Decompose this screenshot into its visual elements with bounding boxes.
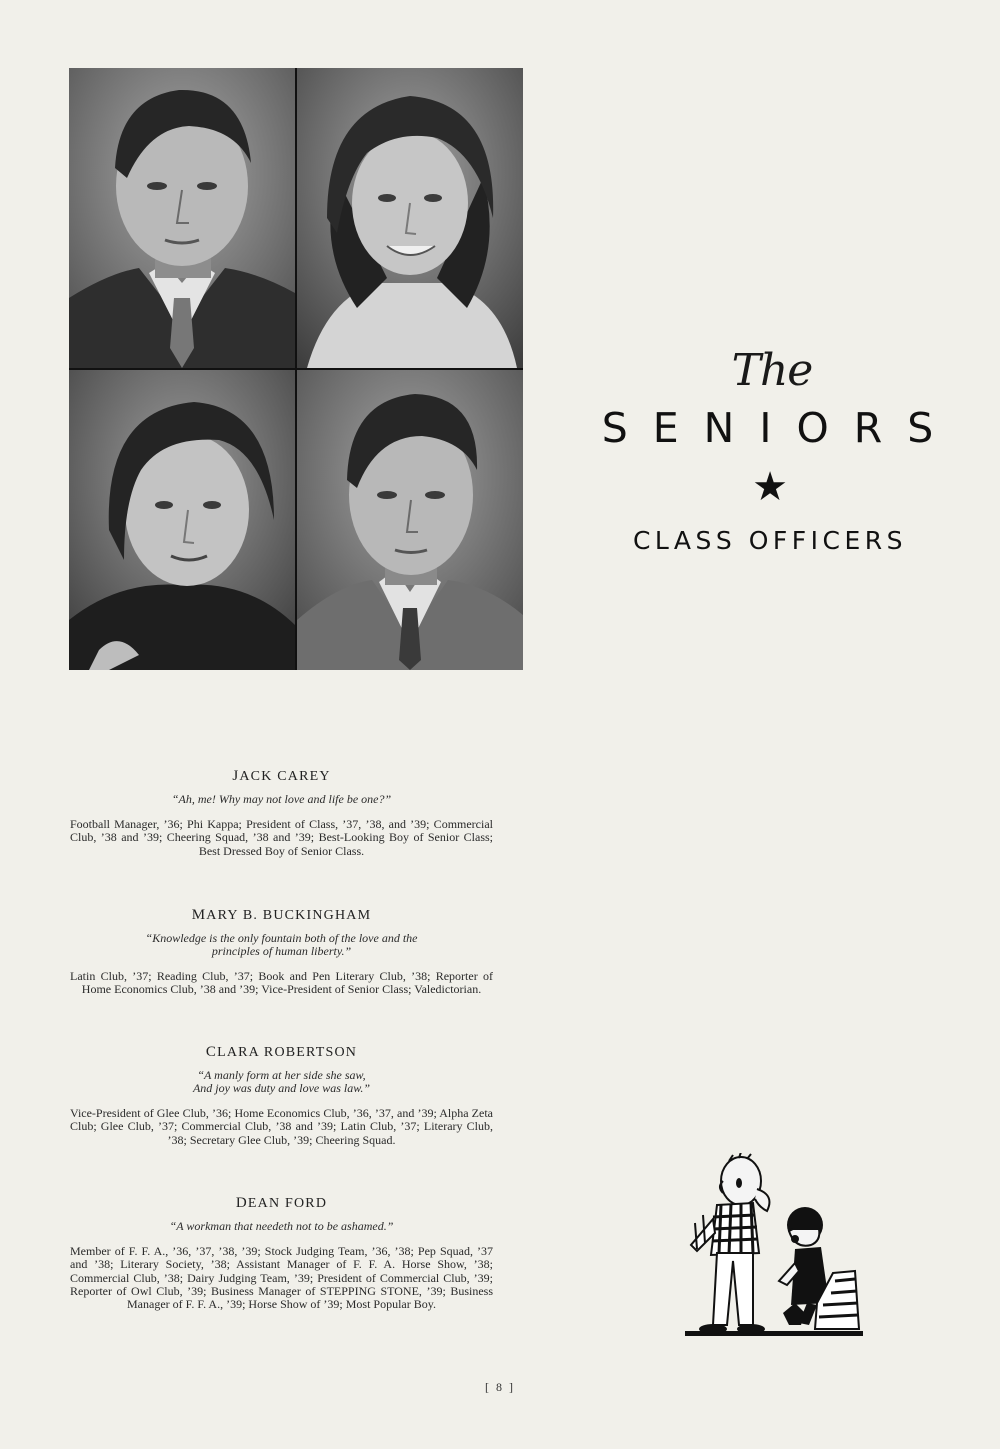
bio-quote: “Knowledge is the only fountain both of the love and the principles of human liberty.”: [145, 931, 418, 958]
bio-name: MARY B. BUCKINGHAM: [191, 907, 372, 923]
bio-name: JACK CAREY: [232, 768, 331, 784]
bio-quote: “A manly form at her side she saw, And joy was duty and love was law.”: [192, 1068, 371, 1095]
bio-quote: “A workman that needeth not to be ashamed.”: [169, 1219, 394, 1233]
portrait-clara-robertson: [69, 370, 295, 670]
heading-seniors: SENIORS: [601, 404, 959, 452]
cartoon-illustration: [683, 1153, 865, 1339]
bio-details: Vice-President of Glee Club, ’36; Home Economics Club, ’36, ’37, and ’39; Alpha Zeta Club; Glee Club, ’37; Commercial Club, ’38 and ’39; Latin Club, ’37; Literary Club, ’38; Secretary Glee Club, ’39; Cheering Squad.: [70, 1106, 493, 1147]
bio-quote: “Ah, me! Why may not love and life be one?”: [171, 792, 392, 806]
portrait-mary-buckingham: [297, 68, 523, 368]
heading-the: The: [731, 345, 813, 396]
bio-dean-ford: [70, 1195, 493, 1311]
bio-name: DEAN FORD: [235, 1195, 328, 1211]
bio-mary-buckingham: [70, 907, 493, 997]
heading-class-officers: CLASS OFFICERS: [632, 526, 908, 555]
bio-clara-robertson: [70, 1044, 493, 1147]
portrait-grid: [69, 68, 523, 670]
portrait-dean-ford: [297, 370, 523, 670]
page-number: [ 8 ]: [485, 1380, 515, 1394]
bio-jack-carey: [70, 768, 493, 858]
portrait-jack-carey: [69, 68, 295, 368]
bio-details: Latin Club, ’37; Reading Club, ’37; Book and Pen Literary Club, ’38; Reporter of Home Economics Club, ’38 and ’39; Vice-President of Senior Class; Valedictorian.: [70, 969, 493, 997]
bio-details: Member of F. F. A., ’36, ’37, ’38, ’39; Stock Judging Team, ’36, ’38; Pep Squad, ’37 and ’38; Literary Society, ’38; Assistant Manager of F. F. A. Horse Show, ’38; Commercial Club, ’38; Dairy Judging Team, ’39; President of Commercial Club, ’39; Reporter of Owl Club, ’39; Business Manager of STEPPING STONE, ’39; Business Manager of F. F. A., ’39; Horse Show of ’39; Most Popular Boy.: [70, 1244, 493, 1312]
section-heading: [560, 345, 980, 555]
bio-name: CLARA ROBERTSON: [205, 1044, 358, 1060]
star-icon: ★: [752, 464, 788, 510]
bio-details: Football Manager, ’36; Phi Kappa; President of Class, ’37, ’38, and ’39; Commercial Club, ’38 and ’39; Cheering Squad, ’38 and ’39; Best-Looking Boy of Senior Class; Best Dressed Boy of Senior Class.: [70, 817, 493, 858]
